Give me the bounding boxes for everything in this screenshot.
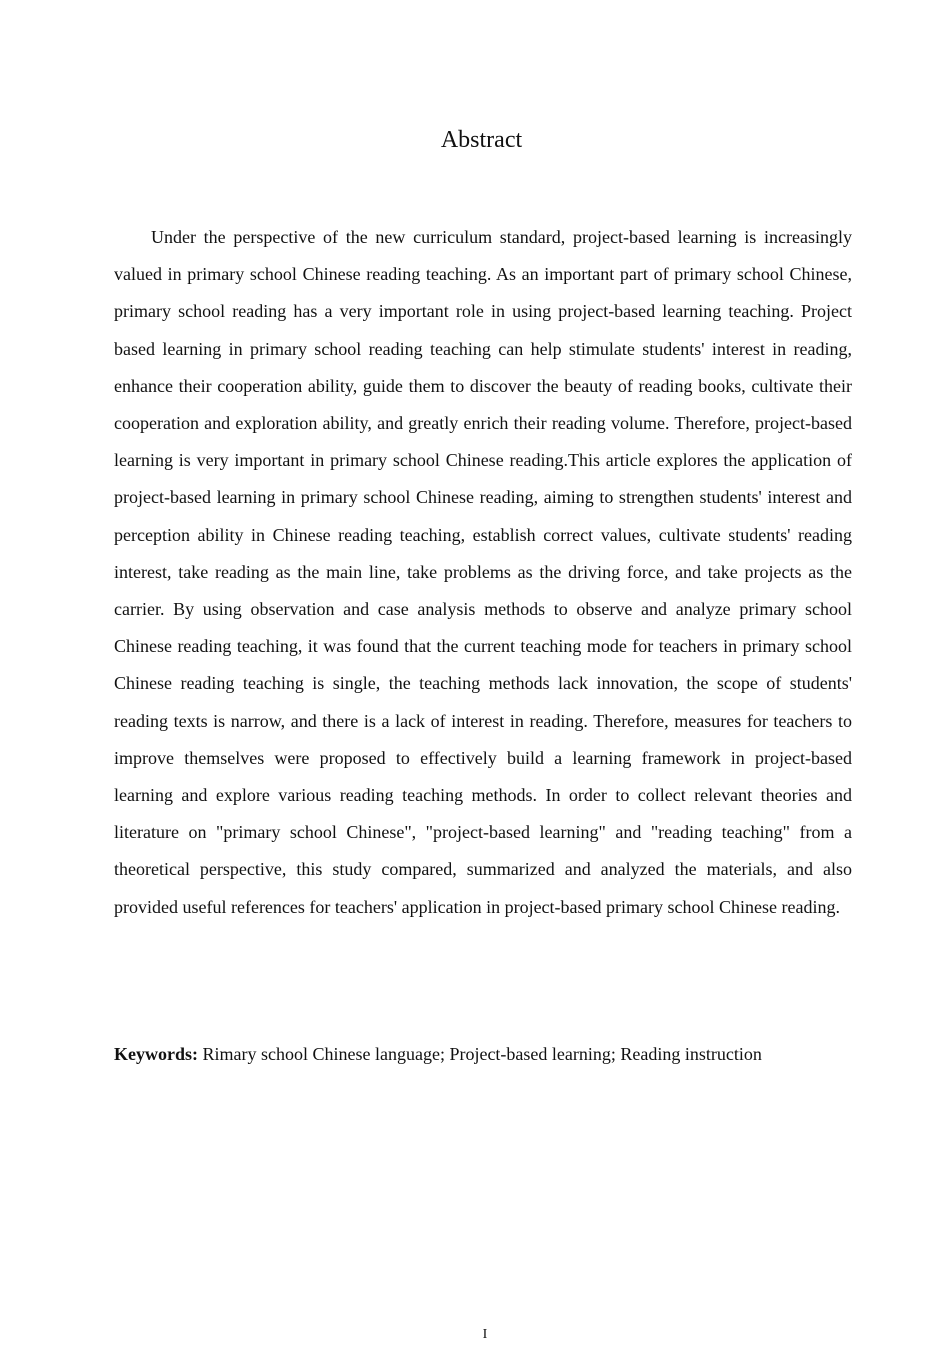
keywords-text: Rimary school Chinese language; Project-based learning; Reading instruction — [198, 1044, 762, 1064]
abstract-body: Under the perspective of the new curriculum standard, project-based learning is increasingly valued in primary school Chinese reading teaching. As an important part of primary school Chinese, primary school reading has a very important role in using project-based learning teaching. Project based learning in primary school reading teaching can help stimulate students' interest in reading, enhance their cooperation ability, guide them to discover the beauty of reading books, cultivate their cooperation and exploration ability, and greatly enrich their reading volume. Therefore, project-based learning is very important in primary school Chinese reading.This article explores the application of project-based learning in primary school Chinese reading, aiming to strengthen students' interest and perception ability in Chinese reading teaching, establish correct values, cultivate students' reading interest, take reading as the main line, take problems as the driving force, and take projects as the carrier. By using observation and case analysis methods to observe and analyze primary school Chinese reading teaching, it was found that the current teaching mode for teachers in primary school Chinese reading teaching is single, the teaching methods lack innovation, the scope of students' reading texts is narrow, and there is a lack of interest in reading. Therefore, measures for teachers to improve themselves were proposed to effectively build a learning framework in project-based learning and explore various reading teaching methods. In order to collect relevant theories and literature on "primary school Chinese", "project-based learning" and "reading teaching" from a theoretical perspective, this study compared, summarized and analyzed the materials, and also provided useful references for teachers' application in project-based primary school Chinese reading. — [114, 227, 852, 917]
page-number: I — [482, 1327, 488, 1342]
keywords-line — [114, 1038, 852, 1070]
keywords-label: Keywords: — [114, 1044, 198, 1064]
abstract-title: Abstract — [440, 127, 523, 153]
